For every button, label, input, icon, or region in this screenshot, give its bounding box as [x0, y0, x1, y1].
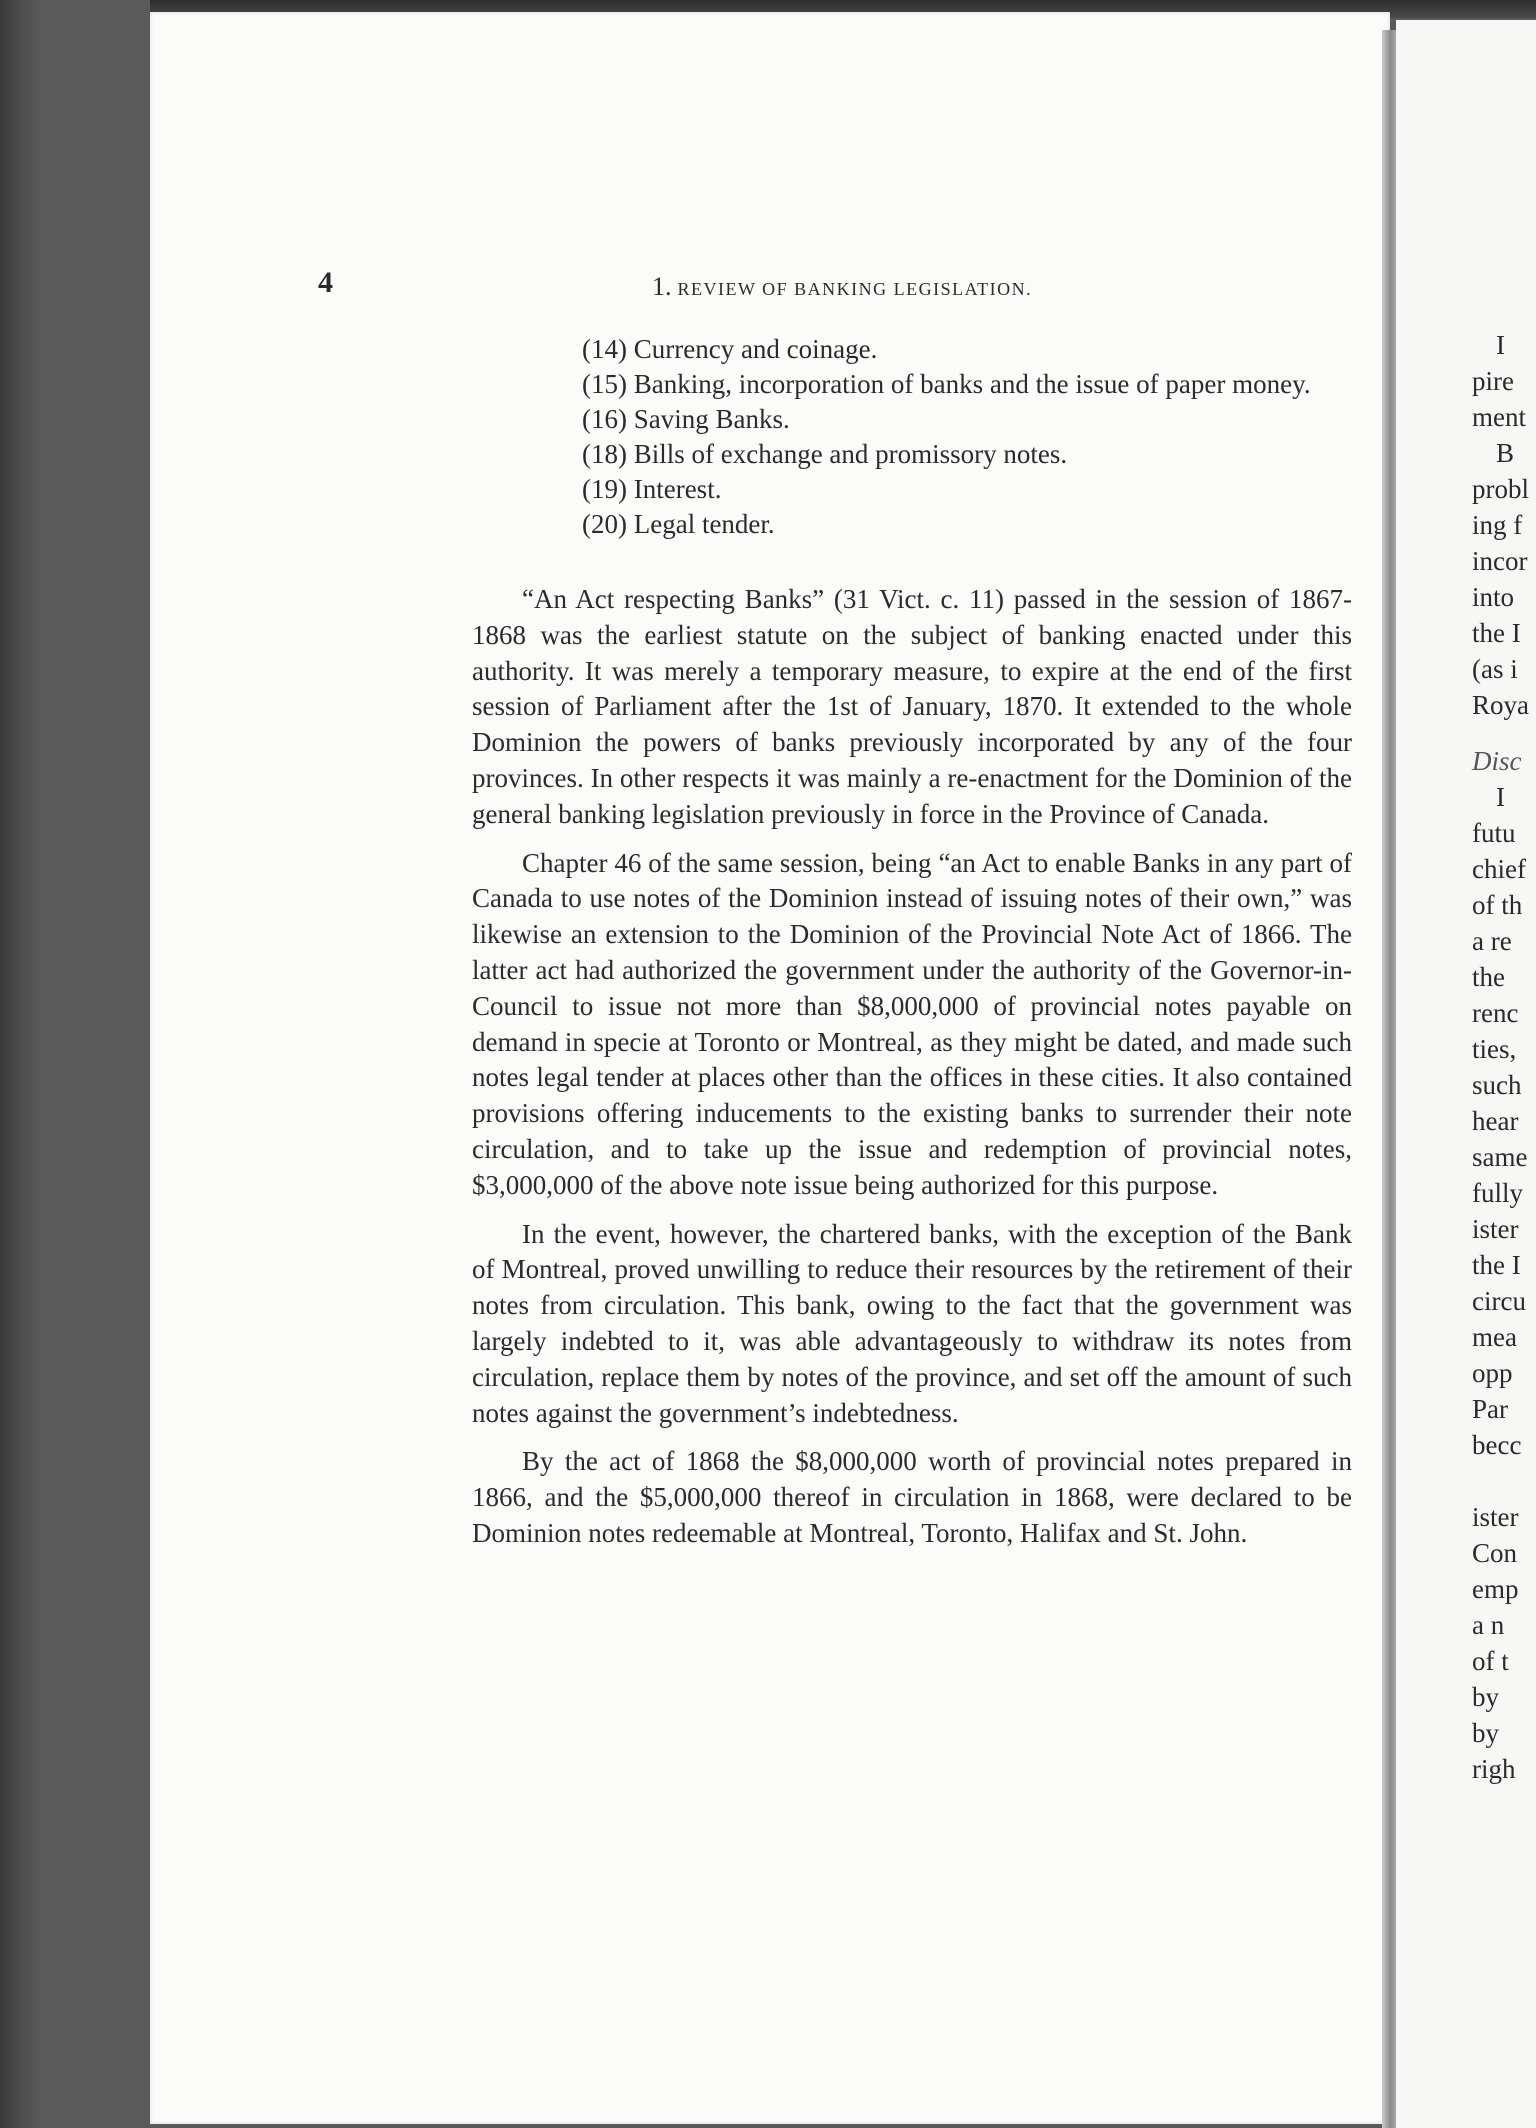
right-page-fragment: of t	[1472, 1646, 1509, 1676]
right-page-fragment: emp	[1472, 1574, 1519, 1604]
right-page-fragment: the I	[1472, 1250, 1521, 1280]
right-page-fragment: ties,	[1472, 1034, 1517, 1064]
right-page-fragment: chief	[1472, 854, 1526, 884]
list-item-number: (15)	[582, 369, 627, 399]
right-page-fragment: the I	[1472, 618, 1521, 648]
powers-list	[582, 332, 1357, 542]
right-page-fragment: I	[1496, 330, 1505, 360]
right-page-fragment: opp	[1472, 1358, 1513, 1388]
running-head-number: 1.	[652, 272, 672, 301]
right-page-fragment: by	[1472, 1682, 1499, 1712]
paragraph-chartered-banks: In the event, however, the chartered banks, with the exception of the Bank of Montreal, proved unwilling to reduce their resources by the retirement of their notes from circulation. This bank, owing to the fact that the government was largely indebted to it, was able advantageously to withdraw its notes from circulation, replace them by notes of the province, and set off the amount of such notes against the government’s indebtedness.	[472, 1218, 1352, 1428]
list-item-text: Currency and coinage.	[633, 334, 878, 364]
list-item-text: Interest.	[633, 474, 722, 504]
right-page-fragment: Disc	[1472, 746, 1522, 776]
list-item-text: Legal tender.	[633, 509, 775, 539]
right-page-fragment: same	[1472, 1142, 1528, 1172]
right-page-fragment: fully	[1472, 1178, 1523, 1208]
right-page-fragment: ing f	[1472, 510, 1523, 540]
right-page-fragment: futu	[1472, 818, 1516, 848]
paragraph-act-respecting-banks: “An Act respecting Banks” (31 Vict. c. 11) passed in the session of 1867-1868 was the earliest statute on the subject of banking enacted under this authority. It was merely a temporary measure, to expire at the end of the first session of Parliament after the 1st of January, 1870. It extended to the whole Dominion the powers of banks previously incorporated by any of the four provinces. In other respects it was mainly a re-enactment for the Dominion of the general banking legislation previously in force in the Province of Canada.	[472, 584, 1352, 829]
list-item-text: Bills of exchange and promissory notes.	[633, 439, 1068, 469]
right-page-fragment: mea	[1472, 1322, 1517, 1352]
list-item	[582, 367, 1357, 402]
right-page-fragment: probl	[1472, 474, 1529, 504]
list-item	[582, 437, 1357, 472]
right-page-fragment: a n	[1472, 1610, 1505, 1640]
right-page-fragment: into	[1472, 582, 1515, 612]
list-item-text: Banking, incorporation of banks and the issue of paper money.	[633, 369, 1311, 399]
paragraph-act-of-1868: By the act of 1868 the $8,000,000 worth of provincial notes prepared in 1866, and the $5,000,000 thereof in circulation in 1868, were declared to be Dominion notes redeemable at Montreal, Toronto, Halifax and St. John.	[472, 1446, 1352, 1548]
list-item	[582, 332, 1357, 367]
right-page-fragment: I	[1496, 782, 1505, 812]
right-page-fragment: ister	[1472, 1502, 1519, 1532]
body-text	[472, 582, 1352, 1565]
list-item-number: (19)	[582, 474, 627, 504]
right-page-fragment: ment	[1472, 402, 1526, 432]
right-page-fragment: Roya	[1472, 690, 1529, 720]
book-spine	[1382, 30, 1396, 2128]
right-page-fragment: ister	[1472, 1214, 1519, 1244]
right-page-fragment: (as i	[1472, 654, 1518, 684]
right-page-fragment: Con	[1472, 1538, 1518, 1568]
right-page-fragment: by	[1472, 1718, 1499, 1748]
right-page-fragment: pire	[1472, 366, 1514, 396]
list-item-number: (18)	[582, 439, 627, 469]
right-page-fragment: incor	[1472, 546, 1528, 576]
right-page-fragment: such	[1472, 1070, 1522, 1100]
running-head	[652, 272, 1032, 302]
right-page-fragment: a re	[1472, 926, 1512, 956]
list-item	[582, 507, 1357, 542]
list-item-text: Saving Banks.	[633, 404, 790, 434]
right-page-fragment: circu	[1472, 1286, 1526, 1316]
right-page-fragment: the	[1472, 962, 1505, 992]
right-page-fragment: Par	[1472, 1394, 1508, 1424]
right-page-fragment: B	[1496, 438, 1515, 468]
list-item-number: (14)	[582, 334, 627, 364]
page-number: 4	[318, 266, 333, 299]
list-item	[582, 402, 1357, 437]
running-head-title: REVIEW OF BANKING LEGISLATION.	[677, 279, 1033, 299]
right-page-fragment: renc	[1472, 998, 1519, 1028]
right-page-fragment: righ	[1472, 1754, 1516, 1784]
right-page-fragment: of th	[1472, 890, 1523, 920]
paragraph-chapter-46: Chapter 46 of the same session, being “an Act to enable Banks in any part of Canada to use notes of the Dominion instead of issuing notes of their own,” was likewise an extension to the Dominion of the Provincial Note Act of 1866. The latter act had authorized the government under the authority of the Governor-in-Council to issue not more than $8,000,000 of provincial notes payable on demand in specie at Toronto or Montreal, as they might be dated, and made such notes legal tender at places other than the offices in these cities. It also contained provisions offering inducements to the existing banks to surrender their note circulation, and to take up the issue and redemption of provincial notes, $3,000,000 of the above note issue being authorized for this purpose.	[472, 847, 1352, 1200]
list-item-number: (20)	[582, 509, 627, 539]
list-item	[582, 472, 1357, 507]
list-item-number: (16)	[582, 404, 627, 434]
right-page-fragment: becc	[1472, 1430, 1522, 1460]
right-page-fragment: hear	[1472, 1106, 1519, 1136]
